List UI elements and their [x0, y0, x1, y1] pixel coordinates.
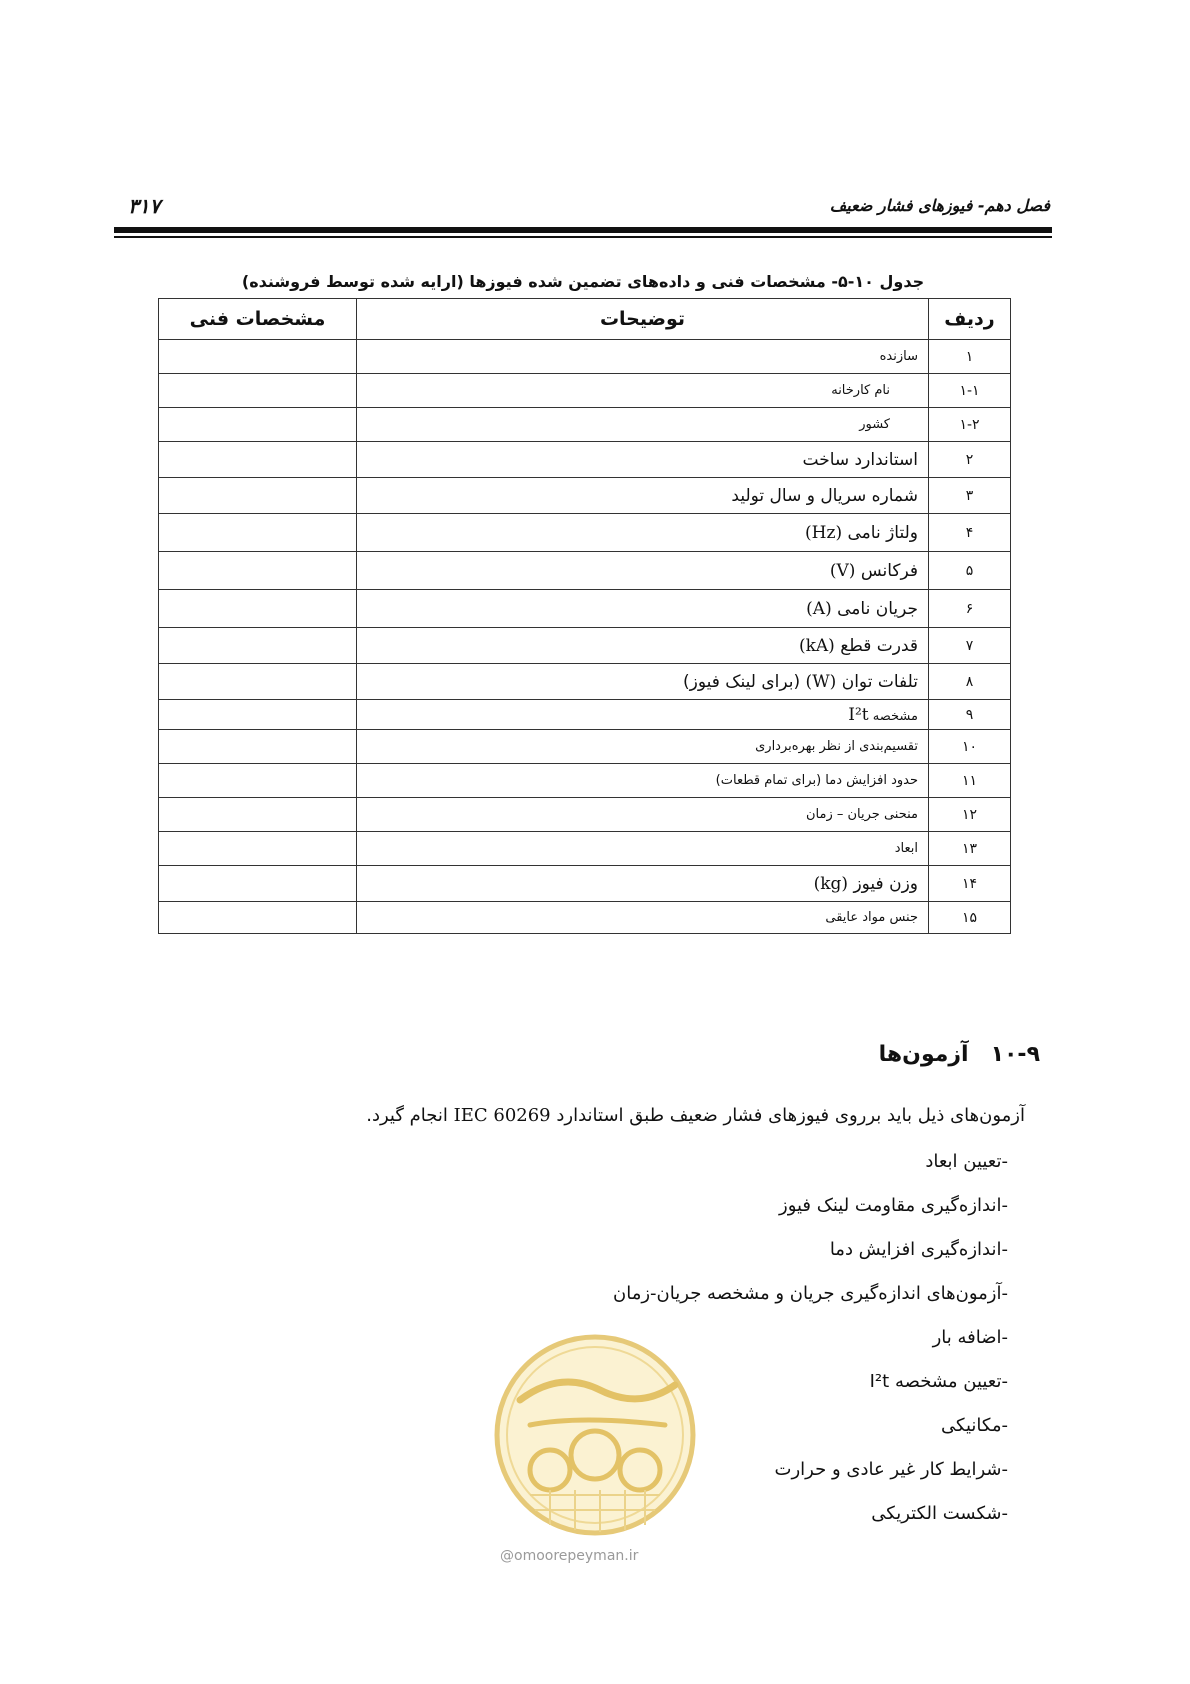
row-label: جنس مواد عایقی [825, 910, 918, 925]
section-title: آزمون‌ها [878, 1042, 969, 1067]
row-index: ۱ [929, 340, 1011, 374]
table-row [159, 628, 1011, 664]
intro-before: آزمون‌های ذیل باید برروی فیوزهای فشار ضعیف طبق استاندارد [556, 1105, 1025, 1126]
table-row [159, 832, 1011, 866]
row-description [357, 442, 929, 478]
row-unit: (kg) [813, 873, 849, 894]
table-row [159, 764, 1011, 798]
row-description [357, 664, 929, 700]
row-unit: I²t [848, 704, 869, 725]
table-row [159, 340, 1011, 374]
row-index: ۶ [929, 590, 1011, 628]
row-label: تقسیم‌بندی از نظر بهره‌برداری [755, 739, 918, 754]
row-spec-cell[interactable] [159, 764, 357, 798]
table-row [159, 730, 1011, 764]
table-row [159, 408, 1011, 442]
section-intro [366, 1105, 1025, 1126]
row-spec-cell[interactable] [159, 514, 357, 552]
row-index: ۷ [929, 628, 1011, 664]
watermark-seal-icon [490, 1330, 700, 1560]
row-index: ۱۵ [929, 902, 1011, 934]
row-label: ولتاژ نامی [847, 522, 918, 543]
row-index: ۱۴ [929, 866, 1011, 902]
row-description [357, 832, 929, 866]
table-row [159, 514, 1011, 552]
row-spec-cell[interactable] [159, 832, 357, 866]
chapter-header: فصل دهم- فیوزهای فشار ضعیف [829, 196, 1050, 215]
table-row [159, 374, 1011, 408]
table-row [159, 552, 1011, 590]
page-number: ۳۱۷ [128, 194, 161, 218]
row-label: وزن فیوز [853, 873, 918, 894]
test-item: -شرایط کار غیر عادی و حرارت [774, 1459, 1008, 1480]
test-item: -تعیین مشخصه I²t [869, 1371, 1008, 1392]
column-header-description: توضیحات [357, 299, 929, 340]
intro-standard: IEC 60269 [453, 1105, 551, 1126]
intro-after: انجام گیرد. [366, 1105, 448, 1126]
row-label: استاندارد ساخت [802, 449, 918, 470]
row-description [357, 628, 929, 664]
row-spec-cell[interactable] [159, 340, 357, 374]
row-spec-cell[interactable] [159, 798, 357, 832]
row-spec-cell[interactable] [159, 902, 357, 934]
row-label: نام کارخانه [831, 383, 890, 398]
row-description [357, 798, 929, 832]
row-index: ۵ [929, 552, 1011, 590]
table-header-row [159, 299, 1011, 340]
row-label: منحنی جریان – زمان [805, 807, 918, 822]
test-item: -تعیین ابعاد [925, 1151, 1008, 1172]
watermark-caption: @omoorepeyman.ir [500, 1548, 639, 1564]
row-unit: (Hz) [805, 522, 843, 543]
table-row [159, 442, 1011, 478]
row-label: تلفات توان [841, 671, 918, 692]
row-description [357, 478, 929, 514]
table-row [159, 590, 1011, 628]
row-spec-cell[interactable] [159, 408, 357, 442]
row-spec-cell[interactable] [159, 442, 357, 478]
table-row [159, 866, 1011, 902]
spec-table [158, 298, 1011, 934]
row-spec-cell[interactable] [159, 730, 357, 764]
row-spec-cell[interactable] [159, 664, 357, 700]
row-index: ۴ [929, 514, 1011, 552]
row-label: حدود افزایش دما (برای تمام قطعات) [715, 773, 918, 788]
test-item: -مکانیکی [941, 1415, 1008, 1436]
row-label: سازنده [879, 349, 918, 364]
row-description [357, 408, 929, 442]
row-label: ابعاد [894, 841, 918, 856]
row-spec-cell[interactable] [159, 478, 357, 514]
row-spec-cell[interactable] [159, 374, 357, 408]
table-row [159, 902, 1011, 934]
row-description [357, 374, 929, 408]
row-index: ۳ [929, 478, 1011, 514]
row-spec-cell[interactable] [159, 552, 357, 590]
row-index: ۸ [929, 664, 1011, 700]
column-header-spec: مشخصات فنی [159, 299, 357, 340]
row-description [357, 866, 929, 902]
row-label: شماره سریال و سال تولید [731, 485, 918, 506]
row-description [357, 700, 929, 730]
row-label: قدرت قطع [840, 635, 918, 656]
test-item: -اضافه بار [932, 1327, 1008, 1348]
row-spec-cell[interactable] [159, 628, 357, 664]
header-rule-thin [114, 236, 1052, 238]
row-description [357, 340, 929, 374]
row-unit: (A) [806, 598, 832, 619]
row-unit: (kA) [798, 635, 835, 656]
row-index: ۱-۲ [929, 408, 1011, 442]
row-description [357, 590, 929, 628]
row-spec-cell[interactable] [159, 700, 357, 730]
table-row [159, 478, 1011, 514]
row-spec-cell[interactable] [159, 866, 357, 902]
row-unit: (V) [829, 560, 856, 581]
row-index: ۱۲ [929, 798, 1011, 832]
row-index: ۱۰ [929, 730, 1011, 764]
row-label: کشور [859, 417, 890, 432]
row-label: جریان نامی [837, 598, 918, 619]
table-caption: جدول ۱۰-۵- مشخصات فنی و داده‌های تضمین شده فیوزها (ارایه شده توسط فروشنده) [241, 272, 925, 291]
table-row [159, 798, 1011, 832]
row-description [357, 514, 929, 552]
table-body [159, 340, 1011, 934]
table-row [159, 700, 1011, 730]
section-heading [879, 1042, 1040, 1067]
table-row [159, 664, 1011, 700]
test-item: -شکست الکتریکی [871, 1503, 1008, 1524]
section-number: ۱۰-۹ [990, 1042, 1040, 1067]
row-index: ۱-۱ [929, 374, 1011, 408]
row-index: ۱۳ [929, 832, 1011, 866]
test-item: -اندازه‌گیری مقاومت لینک فیوز [779, 1195, 1008, 1216]
row-description [357, 730, 929, 764]
row-label: مشخصه [872, 708, 918, 724]
row-description [357, 764, 929, 798]
row-suffix: (برای لینک فیوز) [683, 671, 801, 692]
row-unit: (W) [805, 671, 837, 692]
test-item: -آزمون‌های اندازه‌گیری جریان و مشخصه جریان-زمان [613, 1283, 1008, 1304]
row-index: ۱۱ [929, 764, 1011, 798]
row-index: ۹ [929, 700, 1011, 730]
row-description [357, 552, 929, 590]
row-index: ۲ [929, 442, 1011, 478]
column-header-row: ردیف [929, 299, 1011, 340]
row-spec-cell[interactable] [159, 590, 357, 628]
row-label: فرکانس [860, 560, 918, 581]
row-description [357, 902, 929, 934]
test-item: -اندازه‌گیری افزایش دما [829, 1239, 1008, 1260]
header-rule-thick [114, 227, 1052, 233]
